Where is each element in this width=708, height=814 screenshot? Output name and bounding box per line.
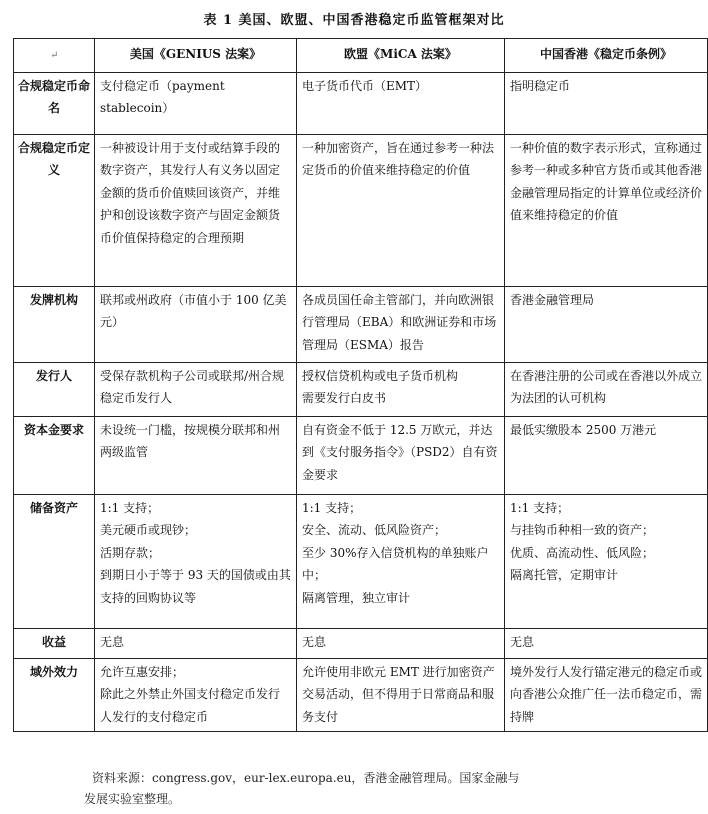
table-row (14, 658, 708, 732)
cell-line: 支付稳定币（payment stablecoin） (100, 78, 225, 115)
header-hk: 中国香港《稳定币条例》 (505, 39, 708, 73)
cell-line: 自有资金不低于 12.5 万欧元，并达到《支付服务指令》（PSD2）自有资金要求 (302, 422, 498, 482)
cell-line: 优质、高流动性、低风险； (510, 545, 655, 560)
cell-line: 除此之外禁止外国支付稳定币发行人发行的支付稳定币 (100, 687, 281, 724)
table-row (14, 134, 708, 286)
corner-cell: ↵ (14, 39, 95, 73)
cell-hk (505, 416, 708, 494)
cell-hk (505, 658, 708, 732)
cell-line: 活期存款； (100, 545, 161, 560)
cell-us (95, 628, 297, 658)
cell-line: 在香港注册的公司或在香港以外成立为法团的认可机构 (510, 368, 703, 405)
row-label: 收益 (14, 628, 95, 658)
cell-us (95, 494, 297, 628)
cell-line: 与挂钩币种相一致的资产； (510, 523, 655, 537)
table-body (14, 72, 708, 732)
cell-line: 各成员国任命主管部门，并向欧洲银行管理局（EBA）和欧洲证券和市场管理局（ESMA）报告 (302, 292, 497, 352)
cell-line: 授权信贷机构或电子货币机构 (302, 368, 459, 383)
cell-line: 香港金融管理局 (510, 292, 595, 307)
table-row (14, 72, 708, 134)
cell-line: 1:1 支持； (302, 500, 362, 515)
cell-line: 1:1 支持； (510, 500, 570, 515)
row-label: 发牌机构 (14, 286, 95, 362)
source-note-line-1: 资料来源：congress.gov，eur-lex.europa.eu，香港金融管理局。国家金融与 (92, 771, 520, 785)
source-note-line-2: 发展实验室整理。 (84, 792, 181, 806)
cell-line: 一种被设计用于支付或结算手段的数字资产，其发行人有义务以固定金额的货币价值赎回该资产，并维护和创设该数字资产与固定金额货币价值保持稳定的合理预期 (100, 140, 281, 245)
header-us: 美国《GENIUS 法案》 (95, 39, 297, 73)
cell-line: 隔离托管，定期审计 (510, 568, 619, 582)
table-row (14, 416, 708, 494)
table-row (14, 628, 708, 658)
header-eu: 欧盟《MiCA 法案》 (297, 39, 505, 73)
cell-us (95, 286, 297, 362)
cell-line: 至少 30%存入信贷机构的单独账户中； (302, 545, 489, 582)
cell-line: 受保存款机构子公司或联邦/州合规稳定币发行人 (100, 368, 285, 405)
cell-eu (297, 134, 505, 286)
cell-line: 允许互惠安排； (100, 664, 185, 679)
row-label: 域外效力 (14, 658, 95, 732)
cell-hk (505, 134, 708, 286)
cell-us (95, 362, 297, 416)
cell-line: 允许使用非欧元 EMT 进行加密资产交易活动，但不得用于日常商品和服务支付 (302, 664, 495, 724)
cell-line: 无息 (510, 634, 535, 649)
cell-line: 一种价值的数字表示形式，宣称通过参考一种或多种官方货币或其他香港金融管理局指定的计算单位或经济价值来维持稳定的价值 (510, 140, 703, 222)
row-label: 发行人 (14, 362, 95, 416)
cell-us (95, 134, 297, 286)
comparison-table (13, 38, 708, 732)
cell-line: 到期日小于等于 93 天的国债或由其支持的回购协议等 (100, 568, 291, 605)
cell-us (95, 658, 297, 732)
cell-us (95, 416, 297, 494)
cell-hk (505, 362, 708, 416)
header-row (14, 39, 708, 73)
cell-line: 一种加密资产，旨在通过参考一种法定货币的价值来维持稳定的价值 (302, 140, 495, 177)
cell-line: 无息 (302, 634, 327, 649)
table-row (14, 494, 708, 628)
cell-line: 1:1 支持； (100, 500, 160, 515)
cell-eu (297, 658, 505, 732)
cell-eu (297, 416, 505, 494)
row-label: 储备资产 (14, 494, 95, 628)
cell-line: 境外发行人发行锚定港元的稳定币或向香港公众推广任一法币稳定币，需持牌 (510, 664, 703, 724)
cell-hk (505, 286, 708, 362)
cell-line: 联邦或州政府（市值小于 100 亿美元） (100, 292, 287, 329)
cell-hk (505, 628, 708, 658)
cell-line: 指明稳定币 (510, 78, 571, 93)
cell-hk (505, 494, 708, 628)
cell-eu (297, 72, 505, 134)
cell-line: 美元硬币或现钞； (100, 523, 197, 537)
cell-line: 电子货币代币（EMT） (302, 78, 428, 93)
table-title: 表 1 美国、欧盟、中国香港稳定币监管框架对比 (203, 13, 505, 28)
row-label: 合规稳定币定义 (14, 134, 95, 286)
row-label: 资本金要求 (14, 416, 95, 494)
table-row (14, 362, 708, 416)
source-note (84, 768, 652, 810)
cell-eu (297, 628, 505, 658)
cell-eu (297, 286, 505, 362)
row-label: 合规稳定币命名 (14, 72, 95, 134)
cell-us (95, 72, 297, 134)
cell-line: 隔离管理，独立审计 (302, 590, 411, 605)
table-row (14, 286, 708, 362)
cell-eu (297, 362, 505, 416)
cell-hk (505, 72, 708, 134)
cell-line: 最低实缴股本 2500 万港元 (510, 422, 657, 437)
cell-line: 无息 (100, 634, 125, 649)
cell-line: 需要发行白皮书 (302, 391, 387, 405)
cell-line: 安全、流动、低风险资产； (302, 523, 447, 537)
cell-eu (297, 494, 505, 628)
cell-line: 未设统一门槛，按规模分联邦和州两级监管 (100, 422, 281, 459)
